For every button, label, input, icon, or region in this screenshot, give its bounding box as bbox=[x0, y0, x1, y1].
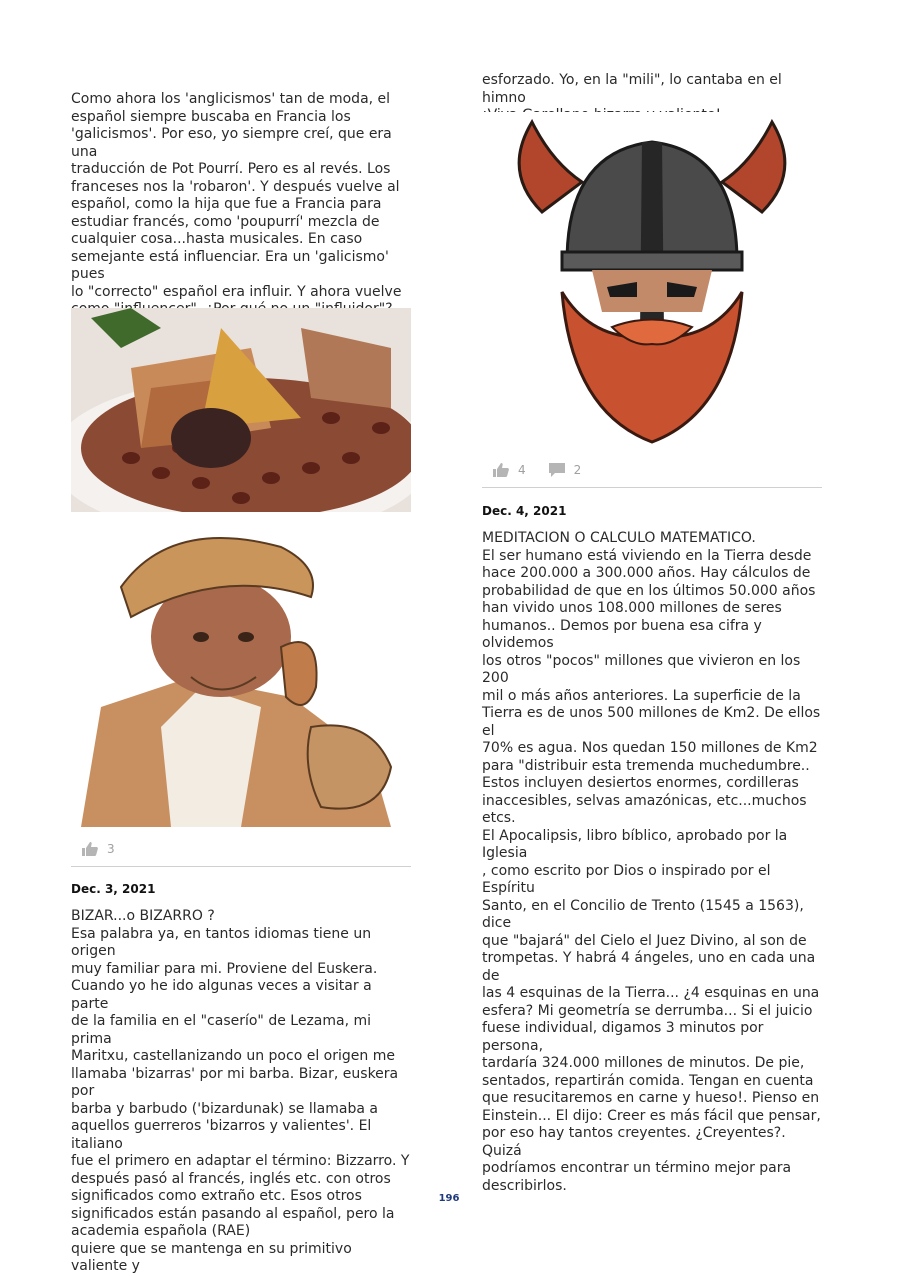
post-date: Dec. 4, 2021 bbox=[482, 504, 567, 518]
comment-count: 2 bbox=[573, 463, 582, 477]
post-footer-2 bbox=[482, 459, 822, 488]
divider bbox=[71, 866, 411, 867]
like-count: 4 bbox=[518, 463, 526, 477]
post-bizarro bbox=[71, 882, 411, 1276]
thumbs-up-icon[interactable] bbox=[492, 462, 510, 478]
viking-illustration bbox=[482, 112, 822, 448]
post-date: Dec. 3, 2021 bbox=[71, 882, 156, 896]
stew-photo bbox=[71, 308, 411, 512]
left-column bbox=[71, 91, 411, 336]
page-number: 196 bbox=[438, 1193, 460, 1204]
like-count: 3 bbox=[107, 842, 115, 856]
divider bbox=[482, 487, 822, 488]
post-footer-1 bbox=[71, 838, 411, 867]
post-text-meditacion: MEDITACION O CALCULO MATEMATICO. El ser humano está viviendo en la Tierra desde hace 200.000 a 300.000 años. Hay cálculos de probabilidad de que en los últimos 50.000 años han vivido unos 108.000 millones de seres humanos.. Demos por buena esa cifra y olvidemos los otros "pocos" millones que vivieron en los 200 mil o más años anteriores. La superficie de la Tierra es de unos 500 millones de Km2. De ellos el 70% es agua. Nos quedan 150 millones de Km2 para "distribuir esta tremenda muchedumbre.. Estos incluyen desiertos enormes, cordilleras inaccesibles, selvas amazónicas, etc...muchos etcs. El Apocalipsis, libro bíblico, aprobado por la Iglesia , como escrito por Dios o inspirado por el Espíritu Santo, en el Concilio de Trento (1545 a 1563), dice que "bajará" del Cielo el Juez Divino, al son de trompetas. Y habrá 4 ángeles, uno en cada una de las 4 esquinas de la Tierra... ¿4 esquinas en una esfera? Mi geometría se derrumba... Si el juicio fuese individual, digamos 3 minutos por persona, tardaría 324.000 millones de minutos. De pie, sentados, repartirán comida. Tengan en cuenta que resucitaremos en carne y hueso!. Pienso en Einstein... El dijo: Creer es más fácil que pensar, por eso hay tantos creyentes. ¿Creyentes?. Quizá podríamos encontrar un término mejor para describirlos. bbox=[482, 530, 821, 1194]
comment-bubble-icon[interactable] bbox=[548, 462, 566, 478]
thumbs-up-icon[interactable] bbox=[81, 841, 99, 857]
post-text-potpourri: Como ahora los 'anglicismos' tan de moda, el español siempre buscaba en Francia los 'galicismos'. Por eso, yo siempre creí, que era una traducción de Pot Pourrí. Pero es al revés. Los franceses nos la 'robaron'. Y después vuelve al español, como la hija que fue a Francia para estudiar francés, como 'poupurrí' mezcla de cualquier cosa...hasta musicales. En caso semejante está influenciar. Era un 'galicismo' pues lo "correcto" español era influir. Y ahora vuelve bbox=[71, 91, 402, 300]
post-text-bizarro-continued: esforzado. Yo, en la "mili", lo cantaba en el himno bbox=[482, 72, 782, 106]
character-illustration bbox=[71, 527, 411, 827]
post-text-bizarro: BIZAR...o BIZARRO ? Esa palabra ya, en tantos idiomas tiene un origen muy familiar para mi. Proviene del Euskera. Cuando yo he ido algunas veces a visitar a parte de la familia en el "caserío" de Lezama, mi prima Maritxu, castellanizando un poco el origen me llamaba 'bizarras' por mi barba. Bizar, euskera por barba y barbudo ('bizardunak) se llamaba a aquellos guerreros 'bizarros y valientes'. El italiano fue el primero en adaptar el término: Bizzarro. Y después pasó al francés, inglés etc. con otros significados como extraño etc. Esos otros significados están pasando al español, pero la academia española (RAE) quiere que se mantenga en su primitivo valiente y bbox=[71, 908, 410, 1274]
post-meditacion bbox=[482, 504, 822, 1195]
